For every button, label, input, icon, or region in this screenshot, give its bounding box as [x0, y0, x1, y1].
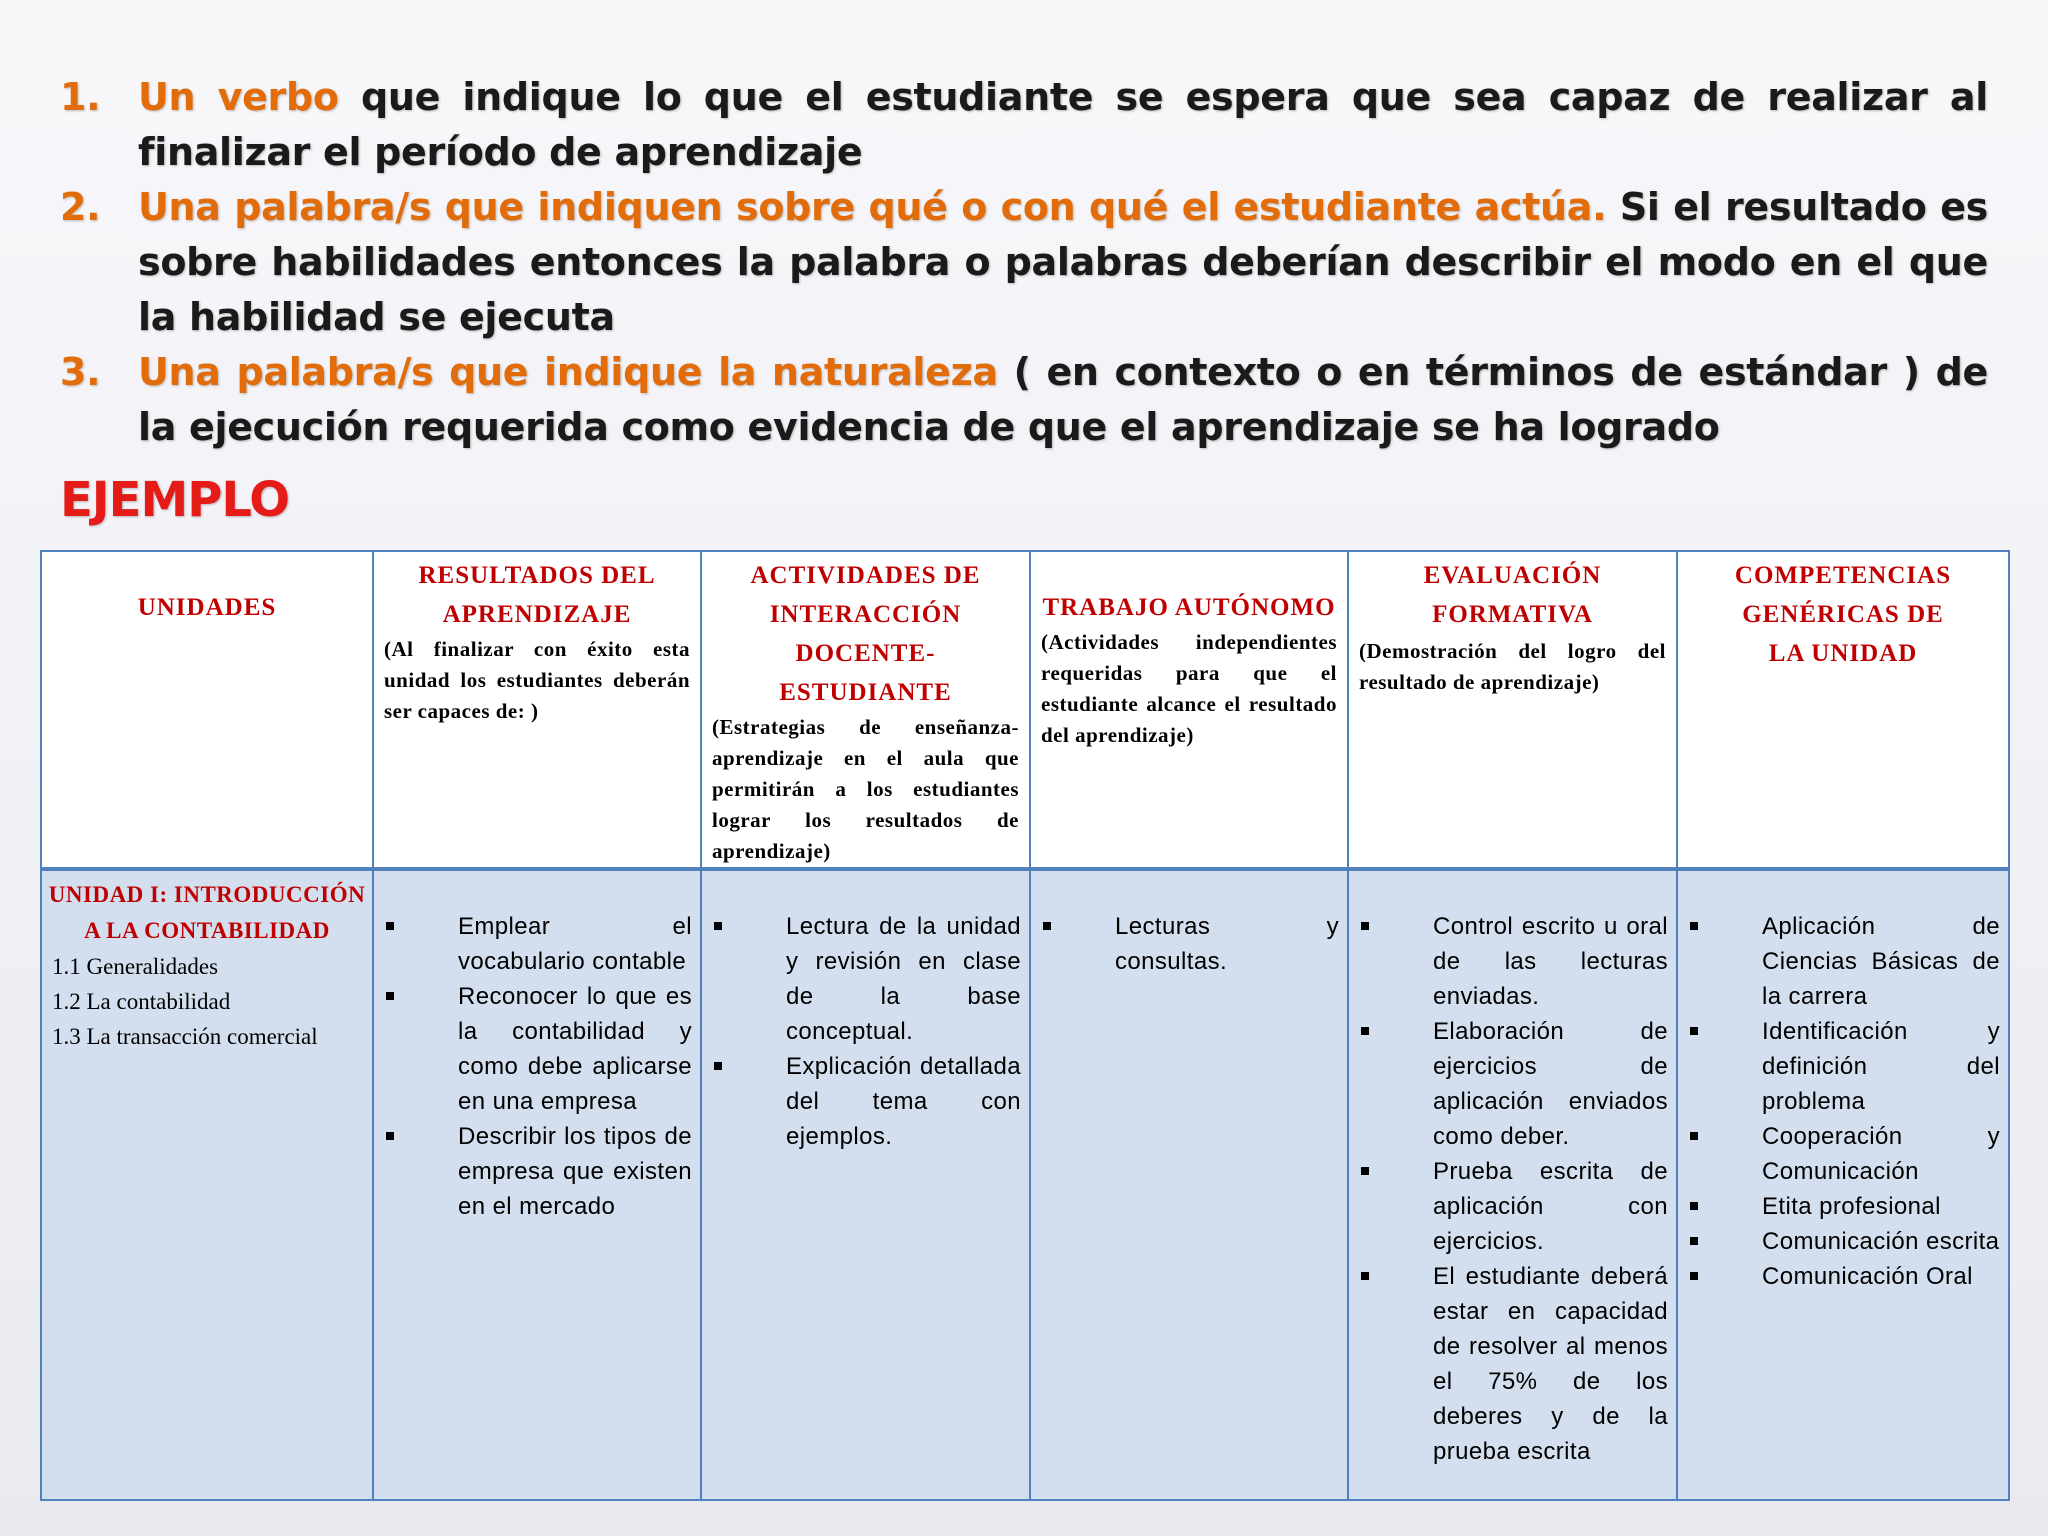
cell-competencias: [1677, 869, 2009, 1500]
list-item: Aplicación de Ciencias Básicas de la carrera: [1686, 909, 2000, 1014]
list-item: Identificación y definición del problema: [1686, 1014, 2000, 1119]
header-subtitle: (Demostración del logro del resultado de aprendizaje): [1359, 639, 1666, 694]
cell-resultados: [373, 869, 701, 1500]
header-competencias: [1677, 551, 2009, 869]
intro-item: [60, 180, 1988, 345]
unit-topic: 1.1 Generalidades: [52, 954, 219, 979]
list-item: Lectura de la unidad y revisión en clase de la base conceptual.: [710, 909, 1021, 1049]
list-item: Describir los tipos de empresa que existen en el mercado: [382, 1119, 692, 1224]
header-subtitle: (Actividades independientes requeridas para que el estudiante alcance el resultado del aprendizaje): [1041, 630, 1337, 747]
list-item: Reconocer lo que es la contabilidad y como debe aplicarse en una empresa: [382, 979, 692, 1119]
item-highlight: Una palabra/s que indique la naturaleza: [138, 350, 998, 394]
intro-list: [60, 70, 1988, 455]
header-actividades: [701, 551, 1030, 869]
unit-topic: 1.2 La contabilidad: [52, 989, 231, 1014]
list-item: Lecturas y consultas.: [1039, 909, 1339, 979]
intro-item: [60, 70, 1988, 180]
list-item: Cooperación y Comunicación: [1686, 1119, 2000, 1189]
section-heading: EJEMPLO: [60, 472, 290, 528]
unit-title: UNIDAD I: INTRODUCCIÓN A LA CONTABILIDAD: [48, 882, 366, 943]
unit-topic: 1.3 La transacción comercial: [52, 1024, 318, 1049]
list-item: Comunicación escrita: [1686, 1224, 2000, 1259]
list-item: Explicación detallada del tema con ejemplos.: [710, 1049, 1021, 1154]
item-number: 1.: [60, 75, 101, 119]
header-title: RESULTADOS DEL APRENDIZAJE: [418, 562, 656, 628]
list-item: Emplear el vocabulario contable: [382, 909, 692, 979]
table-row: [41, 869, 2009, 1500]
header-title: ACTIVIDADES DE INTERACCIÓN DOCENTE-ESTUDIANTE: [750, 562, 981, 706]
item-number: 3.: [60, 350, 101, 394]
header-subtitle: (Estrategias de enseñanza-aprendizaje en el aula que permitirán a los estudiantes lograr los resultados de aprendizaje): [712, 715, 1019, 863]
list-item: El estudiante deberá estar en capacidad de resolver al menos el 75% de los deberes y de la prueba escrita: [1357, 1259, 1668, 1469]
header-title: EVALUACIÓN FORMATIVA: [1423, 562, 1602, 628]
cell-unidad: [41, 869, 373, 1500]
item-highlight: Una palabra/s que indiquen sobre qué o con qué el estudiante actúa.: [138, 185, 1607, 229]
list-item: Control escrito u oral de las lecturas enviadas.: [1357, 909, 1668, 1014]
item-text: ( en contexto o en términos de estándar ) de la ejecución requerida como evidencia de que el aprendizaje se ha logrado: [138, 350, 1988, 449]
planning-table: [40, 550, 2010, 1501]
list-item: Elaboración de ejercicios de aplicación enviados como deber.: [1357, 1014, 1668, 1154]
cell-actividades: [701, 869, 1030, 1500]
header-title: COMPETENCIAS GENÉRICAS DE LA UNIDAD: [1734, 562, 1952, 667]
item-highlight: Un verbo: [138, 75, 339, 119]
item-text: que indique lo que el estudiante se espera que sea capaz de realizar al finalizar el período de aprendizaje: [138, 75, 1988, 174]
header-subtitle: (Al finalizar con éxito esta unidad los estudiantes deberán ser capaces de: ): [384, 637, 690, 723]
header-resultados: [373, 551, 701, 869]
header-evaluacion: [1348, 551, 1677, 869]
header-title: TRABAJO AUTÓNOMO: [1042, 594, 1336, 621]
item-text: Si el resultado es sobre habilidades entonces la palabra o palabras deberían describir el modo en el que la habilidad se ejecuta: [138, 185, 1988, 339]
header-title: UNIDADES: [137, 594, 277, 621]
list-item: Etita profesional: [1686, 1189, 2000, 1224]
header-unidades: [41, 551, 373, 869]
header-trabajo: [1030, 551, 1348, 869]
cell-trabajo: [1030, 869, 1348, 1500]
table-header-row: [41, 551, 2009, 869]
item-number: 2.: [60, 185, 101, 229]
list-item: Comunicación Oral: [1686, 1259, 2000, 1294]
list-item: Prueba escrita de aplicación con ejercicios.: [1357, 1154, 1668, 1259]
intro-item: [60, 345, 1988, 455]
cell-evaluacion: [1348, 869, 1677, 1500]
